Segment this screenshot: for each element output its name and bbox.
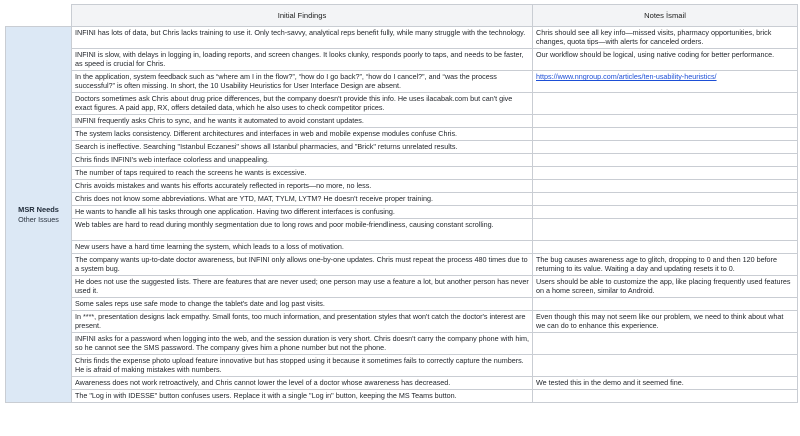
finding-cell[interactable]: INFINI has lots of data, but Chris lacks training to use it. Only tech-savvy, analytical reps benefit fully, while many struggle with the technology. bbox=[72, 27, 533, 49]
note-cell[interactable]: Chris should see all key info—missed visits, pharmacy opportunities, brick changes, quota tips—with alerts for canceled orders. bbox=[533, 27, 798, 49]
finding-cell[interactable]: New users have a hard time learning the system, which leads to a loss of motivation. bbox=[72, 241, 533, 254]
note-cell[interactable] bbox=[533, 219, 798, 241]
table-row bbox=[6, 49, 798, 71]
finding-cell[interactable]: INFINI frequently asks Chris to sync, and he wants it automated to avoid constant updates. bbox=[72, 115, 533, 128]
table-row bbox=[6, 71, 798, 93]
finding-cell[interactable]: In ****, presentation designs lack empathy. Small fonts, too much information, and presentation styles that won't catch the doctor's interest are present. bbox=[72, 311, 533, 333]
note-cell[interactable] bbox=[533, 390, 798, 403]
table-row bbox=[6, 390, 798, 403]
table-row bbox=[6, 254, 798, 276]
note-cell[interactable] bbox=[533, 128, 798, 141]
note-cell[interactable] bbox=[533, 141, 798, 154]
finding-cell[interactable]: INFINI asks for a password when logging into the web, and the session duration is very short. Chris doesn't carry the company phone with him, so he cannot see the SMS password. The company gives him a phone number but not the phone. bbox=[72, 333, 533, 355]
side-label-cell[interactable] bbox=[6, 27, 72, 403]
note-cell[interactable]: Our workflow should be logical, using native coding for better performance. bbox=[533, 49, 798, 71]
finding-cell[interactable]: The "Log in with IDESSE" button confuses users. Replace it with a single "Log in" button, keeping the MS Teams button. bbox=[72, 390, 533, 403]
table-row bbox=[6, 167, 798, 180]
finding-cell[interactable]: Chris finds INFINI's web interface colorless and unappealing. bbox=[72, 154, 533, 167]
table-row bbox=[6, 193, 798, 206]
table-row bbox=[6, 206, 798, 219]
finding-cell[interactable]: Some sales reps use safe mode to change the tablet's date and log past visits. bbox=[72, 298, 533, 311]
finding-cell[interactable]: Web tables are hard to read during monthly segmentation due to long rows and poor mobile-friendliness, causing constant scrolling. bbox=[72, 219, 533, 241]
header-initial-findings[interactable]: Initial Findings bbox=[72, 5, 533, 27]
side-title: MSR Needs bbox=[18, 205, 59, 215]
table-row bbox=[6, 311, 798, 333]
finding-cell[interactable]: Awareness does not work retroactively, and Chris cannot lower the level of a doctor whose awareness has decreased. bbox=[72, 377, 533, 390]
note-cell[interactable]: Users should be able to customize the app, like placing frequently used features on a home screen, similar to Android. bbox=[533, 276, 798, 298]
table-row bbox=[6, 93, 798, 115]
table-row bbox=[6, 276, 798, 298]
note-cell[interactable] bbox=[533, 298, 798, 311]
table-row bbox=[6, 219, 798, 241]
note-cell[interactable] bbox=[533, 206, 798, 219]
finding-cell[interactable]: In the application, system feedback such as “where am I in the flow?”, “how do I go back?”, “how do I cancel?”, and “was the process successful?” is often missing. In short, the 10 Usability Heuristics for User Interface Design are absent. bbox=[72, 71, 533, 93]
table-row bbox=[6, 241, 798, 254]
table-row bbox=[6, 128, 798, 141]
note-cell[interactable]: We tested this in the demo and it seemed fine. bbox=[533, 377, 798, 390]
usability-heuristics-link[interactable]: https://www.nngroup.com/articles/ten-usability-heuristics/ bbox=[536, 72, 717, 81]
table-row bbox=[6, 141, 798, 154]
note-cell[interactable] bbox=[533, 333, 798, 355]
table-row bbox=[6, 377, 798, 390]
finding-cell[interactable]: The company wants up-to-date doctor awareness, but INFINI only allows one-by-one updates. Chris must repeat the process 480 times due to a system bug. bbox=[72, 254, 533, 276]
finding-cell[interactable]: Chris avoids mistakes and wants his efforts accurately reflected in reports—no more, no less. bbox=[72, 180, 533, 193]
finding-cell[interactable]: Chris finds the expense photo upload feature innovative but has stopped using it because it sometimes fails to correctly capture the numbers. He is afraid of making mistakes with numbers. bbox=[72, 355, 533, 377]
finding-cell[interactable]: The system lacks consistency. Different architectures and interfaces in web and mobile expense modules confuse Chris. bbox=[72, 128, 533, 141]
finding-cell[interactable]: Chris does not know some abbreviations. What are YTD, MAT, TYLM, LYTM? He doesn't receive proper training. bbox=[72, 193, 533, 206]
finding-cell[interactable]: He wants to handle all his tasks through one application. Having two different interfaces is confusing. bbox=[72, 206, 533, 219]
finding-cell[interactable]: The number of taps required to reach the screens he wants is excessive. bbox=[72, 167, 533, 180]
table-row bbox=[6, 355, 798, 377]
corner-cell bbox=[6, 5, 72, 27]
note-cell[interactable] bbox=[533, 180, 798, 193]
findings-table bbox=[5, 4, 798, 403]
note-cell[interactable] bbox=[533, 93, 798, 115]
finding-cell[interactable]: Doctors sometimes ask Chris about drug price differences, but the company doesn't provide this info. He uses ilacabak.com but can't give exact figures. A paid app, RX, offers detailed data, which he also uses to check competitor prices. bbox=[72, 93, 533, 115]
note-cell[interactable] bbox=[533, 193, 798, 206]
note-cell[interactable] bbox=[533, 167, 798, 180]
note-cell[interactable] bbox=[533, 241, 798, 254]
side-subtitle: Other Issues bbox=[18, 214, 59, 224]
note-cell[interactable] bbox=[533, 115, 798, 128]
table-body bbox=[6, 27, 798, 403]
finding-cell[interactable]: INFINI is slow, with delays in logging in, loading reports, and screen changes. It looks clunky, responds poorly to taps, and needs to be faster, as speed is crucial for Chris. bbox=[72, 49, 533, 71]
table-row bbox=[6, 27, 798, 49]
note-cell[interactable]: The bug causes awareness age to glitch, dropping to 0 and then 120 before returning to its value. Waiting a day and updating resets it to 0. bbox=[533, 254, 798, 276]
table-row bbox=[6, 180, 798, 193]
finding-cell[interactable]: He does not use the suggested lists. There are features that are never used; one person may use a feature a lot, but another person has never used it. bbox=[72, 276, 533, 298]
table-row bbox=[6, 154, 798, 167]
table-row bbox=[6, 115, 798, 128]
note-cell[interactable]: Even though this may not seem like our problem, we need to think about what we can do to enhance this experience. bbox=[533, 311, 798, 333]
table-row bbox=[6, 298, 798, 311]
note-cell[interactable] bbox=[533, 154, 798, 167]
header-notes[interactable]: Notes İsmail bbox=[533, 5, 798, 27]
finding-cell[interactable]: Search is ineffective. Searching "Istanbul Eczanesi" shows all Istanbul pharmacies, and "Brick" returns unrelated results. bbox=[72, 141, 533, 154]
note-cell[interactable] bbox=[533, 355, 798, 377]
table-row bbox=[6, 333, 798, 355]
note-cell[interactable] bbox=[533, 71, 798, 93]
